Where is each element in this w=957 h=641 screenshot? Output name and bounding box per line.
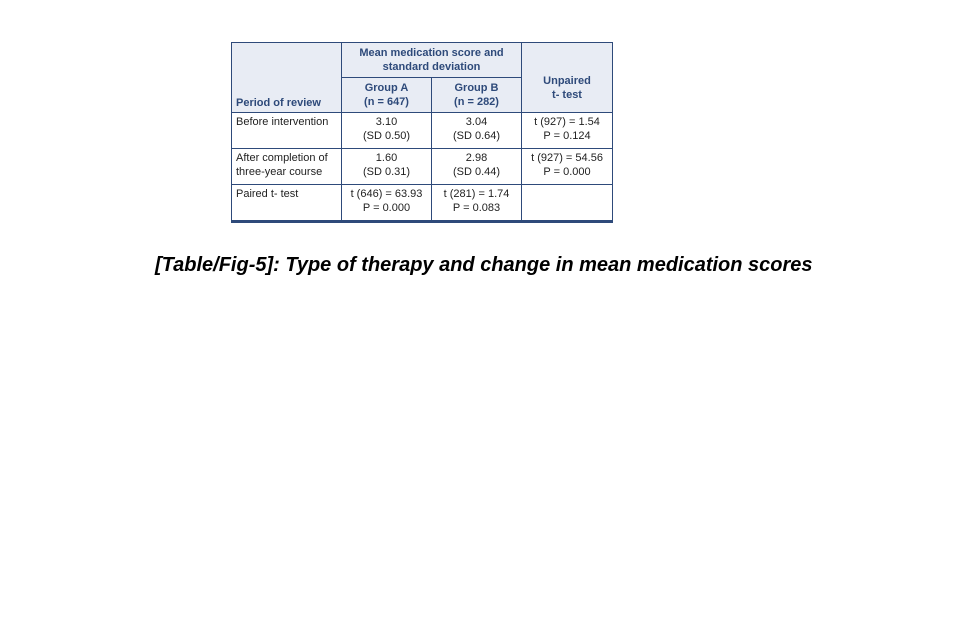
- row-label-line: Paired t- test: [236, 188, 299, 200]
- cell-unpaired: [522, 113, 613, 149]
- cell-group-a: [342, 185, 432, 222]
- cell-p-value: P = 0.000: [362, 202, 411, 214]
- header-period: [232, 43, 342, 113]
- cell-t-value: t (646) = 63.93: [350, 188, 423, 200]
- table-row: [232, 113, 613, 149]
- row-label: [232, 185, 342, 222]
- cell-sd: (SD 0.44): [452, 166, 501, 178]
- cell-p-value: P = 0.124: [543, 130, 591, 142]
- cell-group-a: [342, 149, 432, 185]
- results-table: [231, 42, 613, 223]
- cell-group-a: [342, 113, 432, 149]
- cell-t-value: t (281) = 1.74: [443, 188, 510, 200]
- header-group-a: [342, 78, 432, 113]
- cell-value: 2.98: [465, 152, 488, 164]
- cell-sd: (SD 0.31): [362, 166, 411, 178]
- row-label-line: Before intervention: [236, 116, 329, 128]
- results-table-container: [231, 42, 612, 223]
- cell-sd: (SD 0.50): [362, 130, 411, 142]
- figure-caption: [Table/Fig-5]: Type of therapy and change in mean medication scores: [155, 254, 813, 276]
- header-group-b-line-2: (n = 282): [454, 96, 499, 108]
- cell-unpaired-empty: [522, 185, 613, 222]
- header-group-a-line-1: Group A: [364, 82, 409, 94]
- cell-group-b: [432, 149, 522, 185]
- row-label-line: three-year course: [236, 166, 323, 178]
- cell-t-value: t (927) = 1.54: [534, 116, 600, 128]
- header-unpaired-line-2: t- test: [552, 88, 582, 101]
- header-group-a-line-2: (n = 647): [364, 96, 409, 108]
- cell-p-value: P = 0.083: [452, 202, 501, 214]
- table-row: [232, 185, 613, 222]
- header-unpaired: [522, 43, 613, 113]
- header-unpaired-line-1: Unpaired: [543, 74, 591, 87]
- header-group-b-line-1: Group B: [454, 82, 499, 94]
- cell-group-b: [432, 185, 522, 222]
- cell-unpaired: [522, 149, 613, 185]
- row-label: [232, 113, 342, 149]
- table-row: [232, 149, 613, 185]
- cell-group-b: [432, 113, 522, 149]
- cell-t-value: t (927) = 54.56: [531, 152, 603, 164]
- cell-value: 3.04: [465, 116, 488, 128]
- cell-p-value: P = 0.000: [543, 166, 591, 178]
- cell-value: 1.60: [375, 152, 398, 164]
- row-label: [232, 149, 342, 185]
- header-mean-score-line-1: Mean medication score and: [359, 47, 504, 59]
- cell-value: 3.10: [375, 116, 398, 128]
- header-group-b: [432, 78, 522, 113]
- cell-sd: (SD 0.64): [452, 130, 501, 142]
- row-label-line: After completion of: [236, 152, 328, 164]
- header-mean-score: [342, 43, 522, 78]
- header-mean-score-line-2: standard deviation: [382, 61, 481, 73]
- header-row-top: [232, 43, 613, 78]
- header-period-text: Period of review: [236, 97, 321, 109]
